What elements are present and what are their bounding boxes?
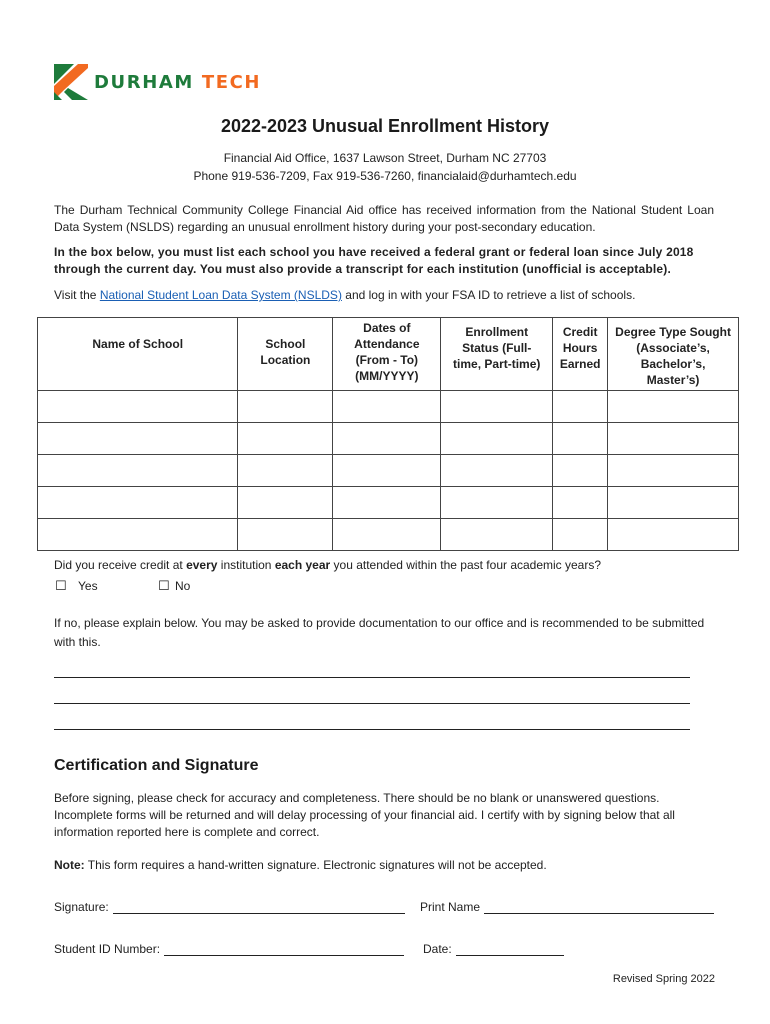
question-every: every <box>186 558 218 572</box>
table-row <box>38 487 739 519</box>
print-name-field[interactable] <box>420 900 714 914</box>
nslds-link[interactable]: National Student Loan Data System (NSLDS) <box>99 288 342 302</box>
student-id-field[interactable] <box>54 942 404 956</box>
intro-paragraph: The Durham Technical Community College Financial Aid office has received information from the National Student Loan Data System (NSLDS) regarding an unusual enrollment history during your post-secondary education. <box>54 203 714 234</box>
print-name-line[interactable] <box>484 901 714 914</box>
revision-note: Revised Spring 2022 <box>612 973 715 985</box>
cell-credit-hours[interactable] <box>553 423 608 455</box>
cell-dates-of-attendance[interactable] <box>333 391 441 423</box>
cell-enrollment-status[interactable] <box>441 519 553 551</box>
header-degree-type: Degree Type Sought (Associate’s, Bachelor’s, Master’s) <box>608 318 739 391</box>
explanation-line-3[interactable] <box>54 729 690 730</box>
cell-credit-hours[interactable] <box>553 391 608 423</box>
cell-school-location[interactable] <box>238 391 333 423</box>
cell-credit-hours[interactable] <box>553 519 608 551</box>
cell-name-of-school[interactable] <box>38 455 238 487</box>
date-label: Date: <box>423 942 452 956</box>
signature-label: Signature: <box>54 900 109 914</box>
question-each-year: each year <box>274 558 331 572</box>
explain-paragraph: If no, please explain below. You may be asked to provide documentation to our office and is recommended to be submitted with this. <box>54 616 705 649</box>
cell-degree-type[interactable] <box>608 455 739 487</box>
date-field[interactable] <box>423 942 564 956</box>
explanation-line-1[interactable] <box>54 677 690 678</box>
yes-option[interactable] <box>55 578 98 594</box>
question-part1: Did you receive credit at <box>54 558 187 572</box>
certification-text: Before signing, please check for accuracy and completeness. There should be no blank or unanswered questions. Incomplete forms will be returned and will delay processing of your financial aid. I certify with by signing below that all information reported here is complete and correct. <box>54 791 675 839</box>
cell-school-location[interactable] <box>238 519 333 551</box>
cell-dates-of-attendance[interactable] <box>333 455 441 487</box>
credit-question <box>54 557 714 574</box>
note-line <box>54 857 714 874</box>
header-dates-of-attendance: Dates of Attendance (From - To) (MM/YYYY) <box>333 318 441 391</box>
cell-enrollment-status[interactable] <box>441 455 553 487</box>
instructions-paragraph: In the box below, you must list each school you have received a federal grant or federal loan since July 2018 through the current day. You must also provide a transcript for each institution (unofficial is acceptable). <box>54 245 694 276</box>
cell-school-location[interactable] <box>238 487 333 519</box>
table-row <box>38 391 739 423</box>
header-school-location: School Location <box>238 318 333 391</box>
office-address: Financial Aid Office, 1637 Lawson Street, Durham NC 27703 <box>223 151 547 165</box>
logo-word-durham: DURHAM <box>94 71 194 93</box>
cell-dates-of-attendance[interactable] <box>333 519 441 551</box>
cell-school-location[interactable] <box>238 423 333 455</box>
header-enrollment-status: Enrollment Status (Full-time, Part-time) <box>441 318 553 391</box>
cell-enrollment-status[interactable] <box>441 423 553 455</box>
no-label: No <box>175 579 191 593</box>
cell-dates-of-attendance[interactable] <box>333 423 441 455</box>
cell-name-of-school[interactable] <box>38 519 238 551</box>
page-title: 2022-2023 Unusual Enrollment History <box>220 116 550 136</box>
cell-name-of-school[interactable] <box>38 487 238 519</box>
visit-prefix: Visit the <box>54 288 100 302</box>
cell-degree-type[interactable] <box>608 487 739 519</box>
cell-credit-hours[interactable] <box>553 455 608 487</box>
signature-field[interactable] <box>54 900 405 914</box>
student-id-label: Student ID Number: <box>54 942 161 956</box>
yes-checkbox-icon[interactable]: ☐ <box>55 578 67 593</box>
no-checkbox-icon[interactable]: ☐ <box>158 578 170 593</box>
cell-credit-hours[interactable] <box>553 487 608 519</box>
logo-word-tech: TECH <box>201 71 262 93</box>
question-part3: you attended within the past four academic years? <box>330 558 602 572</box>
no-option[interactable] <box>158 578 190 594</box>
table-row <box>38 423 739 455</box>
yes-label: Yes <box>78 579 98 593</box>
signature-line[interactable] <box>113 901 405 914</box>
header-name-of-school: Name of School <box>38 318 238 391</box>
note-text: This form requires a hand-written signature. Electronic signatures will not be accepted. <box>84 858 547 872</box>
cell-degree-type[interactable] <box>608 423 739 455</box>
date-line[interactable] <box>456 943 564 956</box>
contact-info: Phone 919-536-7209, Fax 919-536-7260, financialaid@durhamtech.edu <box>193 169 577 183</box>
cell-school-location[interactable] <box>238 455 333 487</box>
cell-degree-type[interactable] <box>608 391 739 423</box>
note-label: Note: <box>54 858 85 872</box>
cell-enrollment-status[interactable] <box>441 391 553 423</box>
cell-enrollment-status[interactable] <box>441 487 553 519</box>
cell-degree-type[interactable] <box>608 519 739 551</box>
enrollment-history-table <box>37 317 739 551</box>
student-id-line[interactable] <box>164 943 404 956</box>
cell-name-of-school[interactable] <box>38 391 238 423</box>
question-part2: institution <box>217 558 275 572</box>
durham-tech-emblem-icon <box>54 64 88 100</box>
print-name-label: Print Name <box>420 900 481 914</box>
table-row <box>38 519 739 551</box>
visit-nslds-line <box>54 287 714 304</box>
certification-heading: Certification and Signature <box>54 757 259 774</box>
durham-tech-logo <box>54 64 261 100</box>
explanation-line-2[interactable] <box>54 703 690 704</box>
cell-dates-of-attendance[interactable] <box>333 487 441 519</box>
table-row <box>38 455 739 487</box>
cell-name-of-school[interactable] <box>38 423 238 455</box>
header-credit-hours: Credit Hours Earned <box>553 318 608 391</box>
visit-suffix: and log in with your FSA ID to retrieve a list of schools. <box>341 288 636 302</box>
